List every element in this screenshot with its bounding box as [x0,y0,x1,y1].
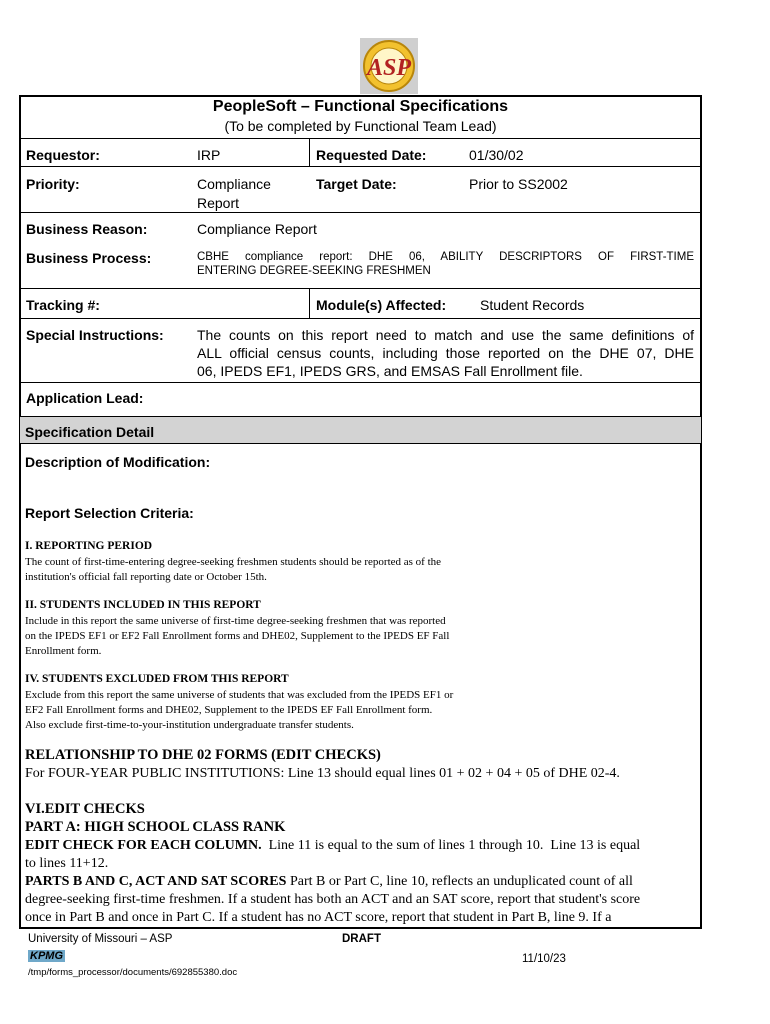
footer-org: University of Missouri – ASP [28,933,173,945]
target-date-value: Prior to SS2002 [469,176,568,192]
special-instructions-line3: 06, IPEDS EF1, IPEDS GRS, and EMSAS Fall Enrollment file. [197,363,583,379]
form-subtitle: (To be completed by Functional Team Lead) [224,118,497,134]
special-instructions-line1: The counts on this report need to match and use the same definitions of [197,327,694,343]
priority-value: Compliance [197,176,271,192]
section-reporting-period-heading: I. REPORTING PERIOD [25,540,153,552]
divider [19,443,702,444]
description-label: Description of Modification: [25,454,211,470]
edit-check-heading: EDIT CHECK FOR EACH COLUMN. [25,838,262,853]
criteria-label: Report Selection Criteria: [25,505,194,521]
requestor-value: IRP [197,147,221,163]
special-instructions-label: Special Instructions: [26,327,164,343]
parts-bc-text: Part B or Part C, line 10, reflects an unduplicated count of all [286,874,633,889]
section-text: Enrollment form. [25,645,102,657]
column-divider [309,138,310,166]
section-text: The count of first-time-entering degree-seeking freshmen students should be reported as of the [25,556,442,568]
edit-check-text-line2: to lines 11+12. [25,856,109,871]
section-text: Exclude from this report the same universe of students that was excluded from the IPEDS EF1 or [25,689,454,701]
business-process-value-line2: ENTERING DEGREE-SEEKING FRESHMEN [197,265,431,277]
footer-draft: DRAFT [342,933,381,945]
divider [19,138,702,139]
section-text: Also exclude first-time-to-your-institution undergraduate transfer students. [25,719,354,731]
business-reason-value: Compliance Report [197,221,317,237]
divider [19,382,702,383]
edit-check-line [25,837,640,855]
modules-affected-label: Module(s) Affected: [316,297,447,313]
parts-bc-text-line2: degree-seeking first-time freshmen. If a student has both an ACT and an SAT score, report that student's score [25,892,641,907]
divider [19,318,702,319]
section-text: Include in this report the same universe of first-time degree-seeking freshmen that was reported [25,615,446,627]
section-text: institution's official fall reporting date or October 15th. [25,571,267,583]
asp-logo [360,38,418,94]
application-lead-label: Application Lead: [26,390,144,406]
divider [19,166,702,167]
requestor-label: Requestor: [26,147,100,163]
section-text: EF2 Fall Enrollment forms and DHE02, Supplement to the IPEDS EF Fall Enrollment form. [25,704,433,716]
business-process-value: CBHE compliance report: DHE 06, ABILITY DESCRIPTORS OF FIRST-TIME [197,251,694,263]
parts-bc-line [25,873,633,891]
specification-detail-label: Specification Detail [25,424,155,440]
section-excluded-heading: IV. STUDENTS EXCLUDED FROM THIS REPORT [25,673,289,685]
tracking-label: Tracking #: [26,297,100,313]
footer-date: 11/10/23 [522,953,566,965]
business-reason-label: Business Reason: [26,221,148,237]
form-title: PeopleSoft – Functional Specifications [212,98,509,115]
divider [19,212,702,213]
modules-affected-value: Student Records [480,297,585,313]
part-a-heading: PART A: HIGH SCHOOL CLASS RANK [25,819,286,835]
relationship-heading: RELATIONSHIP TO DHE 02 FORMS (EDIT CHECKS) [25,747,381,763]
target-date-label: Target Date: [316,176,397,192]
priority-value-line2: Report [197,195,240,211]
requested-date-label: Requested Date: [316,147,427,163]
special-instructions-line2: ALL official census counts, including those reported on the DHE 07, DHE [197,345,694,361]
priority-label: Priority: [26,176,80,192]
footer-kpmg: KPMG [30,950,63,962]
divider [19,288,702,289]
relationship-text: For FOUR-YEAR PUBLIC INSTITUTIONS: Line 13 should equal lines 01 + 02 + 04 + 05 of DHE 02-4. [25,766,620,781]
edit-check-text: Line 11 is equal to the sum of lines 1 through 10. Line 13 is equal [261,838,641,853]
edit-checks-heading: VI.EDIT CHECKS [25,801,145,817]
footer-path: /tmp/forms_processor/documents/692855380.doc [28,967,238,978]
section-included-heading: II. STUDENTS INCLUDED IN THIS REPORT [25,599,261,611]
business-process-label: Business Process: [26,250,152,266]
parts-bc-heading: PARTS B AND C, ACT AND SAT SCORES [25,874,287,889]
column-divider [309,288,310,318]
requested-date-value: 01/30/02 [469,147,524,163]
parts-bc-text-line3: once in Part B and once in Part C. If a student has no ACT score, report that student in Part B, line 9. If a [25,910,612,925]
section-text: on the IPEDS EF1 or EF2 Fall Enrollment forms and DHE02, Supplement to the IPEDS EF Fall [25,630,450,642]
logo-text: ASP [366,55,412,81]
